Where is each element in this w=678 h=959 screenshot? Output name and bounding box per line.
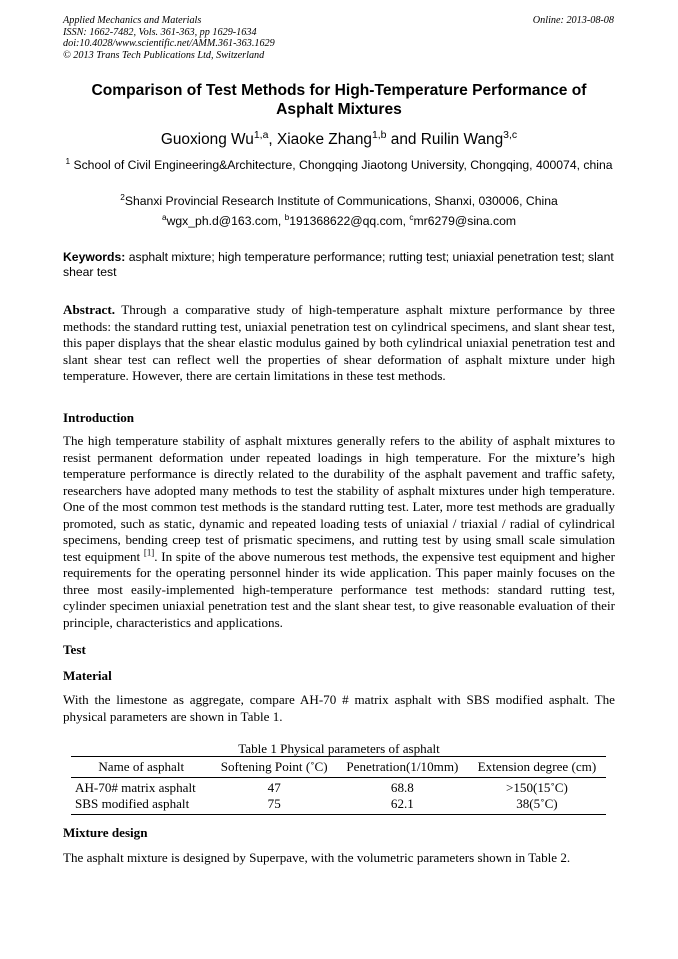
affiliation-mark: 2 (120, 191, 125, 202)
copyright-line: © 2013 Trans Tech Publications Ltd, Switzerland (63, 49, 265, 61)
author-separator: , (268, 131, 277, 148)
table-header-cell: Softening Point (˚C) (211, 757, 336, 778)
table-cell: 38(5˚C) (468, 796, 606, 815)
email-line (63, 211, 615, 228)
introduction-paragraph (63, 433, 615, 631)
affiliation-text: Shanxi Provincial Research Institute of Communications, Shanxi, 030006, China (124, 194, 558, 208)
author-name: Guoxiong Wu (160, 131, 254, 148)
author-line (63, 131, 615, 149)
email-mark: b (284, 211, 290, 222)
table-row (71, 796, 606, 815)
author-affil-mark: 1,a (253, 129, 269, 141)
author-name: Ruilin Wang (420, 131, 504, 148)
doi-line: doi:10.4028/www.scientific.net/AMM.361-363.1629 (63, 38, 275, 50)
abstract-label: Abstract. (63, 302, 115, 317)
email-address[interactable]: mr6279@sina.com (413, 214, 516, 228)
table-header-cell: Penetration(1/10mm) (337, 757, 468, 778)
keywords-block (63, 250, 615, 280)
table-cell: 75 (211, 796, 336, 815)
section-heading-introduction: Introduction (63, 410, 135, 425)
affiliation-text: School of Civil Engineering&Architecture, Chongqing Jiaotong University, Chongqing, 400074, china (70, 158, 613, 172)
affiliation (63, 157, 615, 173)
table-caption: Table 1 Physical parameters of asphalt (238, 741, 440, 756)
author-affil-mark: 1,b (371, 129, 387, 141)
introduction-text: . In spite of the above numerous test methods, the expensive test equipment and higher requirements for the operating personnel hinder its wide application. This paper mainly focuses on the three most easily-implemented high-temperature performance test methods: standard rutting test, cylinder specimen uniaxial penetration test and the slant shear test, to give reasonable evaluation of their principle, characteristics and applications. (63, 548, 615, 630)
journal-name: Applied Mechanics and Materials (63, 15, 202, 26)
author-conjunction: and (386, 131, 421, 148)
table-cell: 62.1 (337, 796, 468, 815)
email-mark: c (409, 211, 414, 222)
abstract-text: Through a comparative study of high-temperature asphalt mixture performance by three methods: the standard rutting test, uniaxial penetration test on cylindrical specimens, and slant shear test, this paper displays that the shear elastic modulus gained by both cylindrical uniaxial penetration test and slant shear test can reflect well the properties of shear deformation of asphalt mixture under high temperature. However, there are certain limitations in these test methods. (63, 302, 615, 383)
table-header-cell: Name of asphalt (71, 757, 211, 778)
table-cell: >150(15˚C) (505, 780, 568, 795)
section-heading-test: Test (63, 642, 86, 657)
table-header-row (71, 757, 606, 778)
email-address[interactable]: wgx_ph.d@163.com, (166, 214, 285, 228)
author-name: Xiaoke Zhang (276, 131, 372, 148)
subsection-heading-mixture-design: Mixture design (63, 825, 148, 840)
keywords-label: Keywords: (63, 250, 126, 264)
table-cell: 47 (267, 780, 281, 795)
affiliation (63, 193, 615, 209)
table-row (71, 778, 606, 797)
keywords-text: asphalt mixture; high temperature performance; rutting test; uniaxial penetration test; slant shear test (63, 250, 614, 279)
issn-line: ISSN: 1662-7482, Vols. 361-363, pp 1629-1634 (63, 26, 257, 38)
table-cell: 68.8 (390, 780, 414, 795)
table-header-cell: Extension degree (cm) (468, 757, 606, 778)
mixture-paragraph: The asphalt mixture is designed by Superpave, with the volumetric parameters shown in Table 2. (63, 850, 571, 865)
subsection-heading-material: Material (63, 668, 112, 683)
email-mark: a (161, 211, 167, 222)
journal-header (63, 15, 275, 61)
material-paragraph: With the limestone as aggregate, compare AH-70 # matrix asphalt with SBS modified asphalt. The physical parameters are shown in Table 1. (63, 692, 615, 724)
table-cell: SBS modified asphalt (71, 796, 211, 815)
author-affil-mark: 3,c (503, 129, 518, 141)
email-address[interactable]: 191368622@qq.com, (289, 214, 410, 228)
citation-ref[interactable]: [1] (143, 547, 155, 558)
online-date: Online: 2013-08-08 (532, 15, 614, 26)
physical-parameters-table (71, 756, 606, 815)
affiliation-mark: 1 (65, 155, 71, 166)
introduction-text: The high temperature stability of asphalt mixtures generally refers to the ability of asphalt mixtures to resist permanent deformation under repeated loadings in high temperature. For the mixture’s high temperature performance is directly related to the durability of the asphalt pavement and traffic safety, researchers have adopted many methods to test the stability of asphalt mixtures under high temperature. One of the most common test methods is the standard rutting test. Later, more test methods are gradually promoted, such as static, dynamic and repeated loading tests of uniaxial / triaxial / radial of cylindrical specimens, bending creep test of prismatic specimens, and rutting test by using small scale simulation test equipment (63, 433, 615, 564)
abstract-block (63, 302, 615, 385)
table-cell: AH-70# matrix asphalt (75, 780, 196, 795)
paper-title: Comparison of Test Methods for High-Temperature Performance of Asphalt Mixtures (91, 82, 587, 118)
